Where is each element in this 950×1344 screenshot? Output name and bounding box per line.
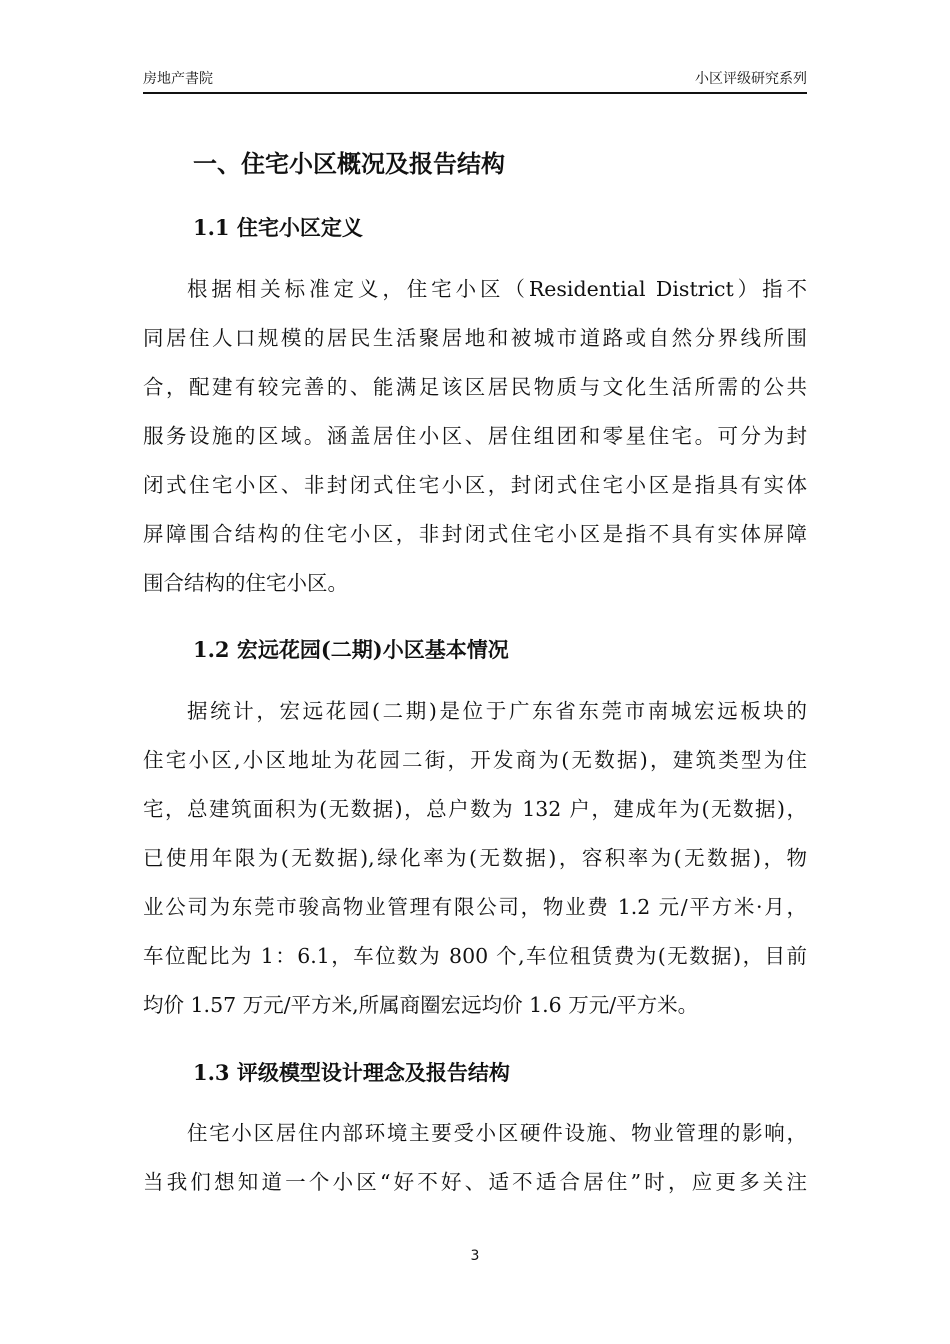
text-line: 据统计，宏远花园(二期)是位于广东省东莞市南城宏远板块的 — [187, 699, 807, 723]
text-line: 当我们想知道一个小区“好不好、适不适合居住”时，应更多关注 — [143, 1170, 807, 1194]
header-publisher: 房地产書院 — [143, 71, 213, 87]
text-line: 同居住人口规模的居民生活聚居地和被城市道路或自然分界线所围 — [143, 326, 807, 350]
text-line: 合，配建有较完善的、能满足该区居民物质与文化生活所需的公共 — [143, 375, 807, 399]
text-line: 均价 1.57 万元/平方米,所属商圈宏远均价 1.6 万元/平方米。 — [143, 993, 699, 1017]
text-line: 住宅小区居住内部环境主要受小区硬件设施、物业管理的影响， — [187, 1121, 807, 1145]
text-line: 已使用年限为(无数据),绿化率为(无数据)，容积率为(无数据)，物 — [143, 846, 807, 870]
text-line: 住宅小区,小区地址为花园二街，开发商为(无数据)，建筑类型为住 — [143, 748, 807, 772]
text-line: 屏障围合结构的住宅小区，非封闭式住宅小区是指不具有实体屏障 — [143, 522, 807, 546]
text-line: 宅，总建筑面积为(无数据)，总户数为 132 户，建成年为(无数据)， — [143, 797, 807, 821]
text-line: 根据相关标准定义，住宅小区（Residential District）指不 — [187, 277, 807, 301]
text-line: 服务设施的区域。涵盖居住小区、居住组团和零星住宅。可分为封 — [143, 424, 807, 448]
text-line: 闭式住宅小区、非封闭式住宅小区，封闭式住宅小区是指具有实体 — [143, 473, 807, 497]
section-title-1-1: 1.1 住宅小区定义 — [193, 215, 363, 240]
section-body-1-1 — [143, 265, 807, 608]
section-title-1-3: 1.3 评级模型设计理念及报告结构 — [193, 1060, 510, 1085]
page-header — [143, 66, 807, 94]
page-number: 3 — [470, 1248, 480, 1264]
section-title-1-2: 1.2 宏远花园(二期)小区基本情况 — [193, 637, 509, 662]
section-body-1-2 — [143, 687, 807, 1030]
text-line: 围合结构的住宅小区。 — [143, 571, 348, 595]
text-line: 车位配比为 1：6.1，车位数为 800 个,车位租赁费为(无数据)，目前 — [143, 944, 807, 968]
header-series: 小区评级研究系列 — [695, 71, 807, 87]
chapter-title: 一、住宅小区概况及报告结构 — [193, 149, 505, 178]
text-line: 业公司为东莞市骏高物业管理有限公司，物业费 1.2 元/平方米·月， — [143, 895, 807, 919]
section-body-1-3 — [143, 1109, 807, 1207]
